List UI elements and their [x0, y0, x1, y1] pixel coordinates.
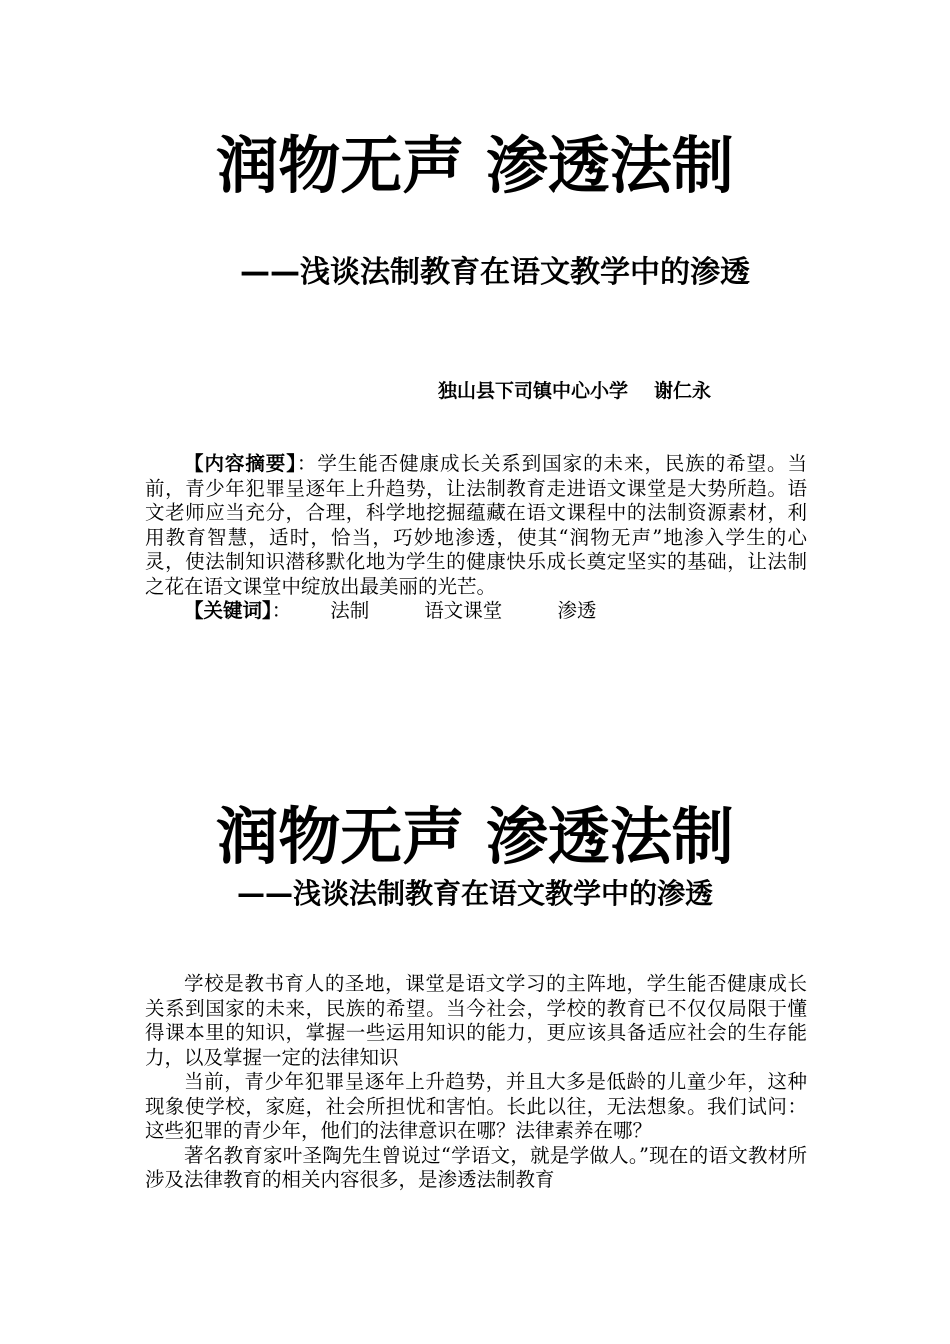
abstract-section	[145, 452, 807, 624]
author-line	[438, 376, 711, 403]
abstract-paragraph: 【内容摘要】：学生能否健康成长关系到国家的未来，民族的希望。当前，青少年犯罪呈逐年上升趋势，让法制教育走进语文课堂是大势所趋。语文老师应当充分，合理，科学地挖掘蕴藏在语文课程中的法制资源素材，利用教育智慧，适时，恰当，巧妙地渗透，使其“润物无声”地渗入学生的心灵，使法制知识潜移默化地为学生的健康快乐成长奠定坚实的基础，让法制之花在语文课堂中绽放出最美丽的光芒。	[145, 452, 807, 598]
author-school: 独山县下司镇中心小学	[438, 380, 629, 402]
body-paragraph: 当前，青少年犯罪呈逐年上升趋势，并且大多是低龄的儿童少年，这种现象使学校，家庭，社会所担忧和害怕。长此以往，无法想象。我们试问：这些犯罪的青少年，他们的法律意识在哪？法律素养在哪？	[145, 1070, 807, 1142]
body-subtitle: ——浅谈法制教育在语文教学中的渗透	[236, 877, 713, 910]
keywords-paragraph: 【关键词】： 法制 语文课堂 渗透	[184, 599, 597, 622]
keywords-label: 【关键词】	[184, 599, 272, 622]
abstract-label: 【内容摘要】	[184, 452, 297, 475]
cover-subtitle: ——浅谈法制教育在语文教学中的渗透	[240, 255, 750, 290]
keyword-item: 法制	[330, 599, 370, 622]
body-paragraph: 著名教育家叶圣陶先生曾说过“学语文，就是学做人。”现在的语文教材所涉及法律教育的相关内容很多，是渗透法制教育	[145, 1143, 807, 1191]
keyword-item: 语文课堂	[424, 599, 503, 622]
body-paragraph: 学校是教书育人的圣地，课堂是语文学习的主阵地，学生能否健康成长关系到国家的未来，民族的希望。当今社会，学校的教育已不仅仅局限于懂得课本里的知识，掌握一些运用知识的能力，更应该具备适应社会的生存能力，以及掌握一定的法律知识	[145, 972, 807, 1069]
keyword-item: 渗透	[557, 599, 597, 622]
body-title: 润物无声 渗透法制	[216, 800, 734, 873]
body-text	[145, 972, 807, 1193]
author-name: 谢仁永	[654, 380, 712, 402]
abstract-text: 学生能否健康成长关系到国家的未来，民族的希望。当前，青少年犯罪呈逐年上升趋势，让法制教育走进语文课堂是大势所趋。语文老师应当充分，合理，科学地挖掘蕴藏在语文课程中的法制资源素材，利用教育智慧，适时，恰当，巧妙地渗透，使其“润物无声”地渗入学生的心灵，使法制知识潜移默化地为学生的健康快乐成长奠定坚实的基础，让法制之花在语文课堂中绽放出最美丽的光芒。	[145, 452, 807, 598]
cover-title: 润物无声 渗透法制	[216, 129, 734, 202]
